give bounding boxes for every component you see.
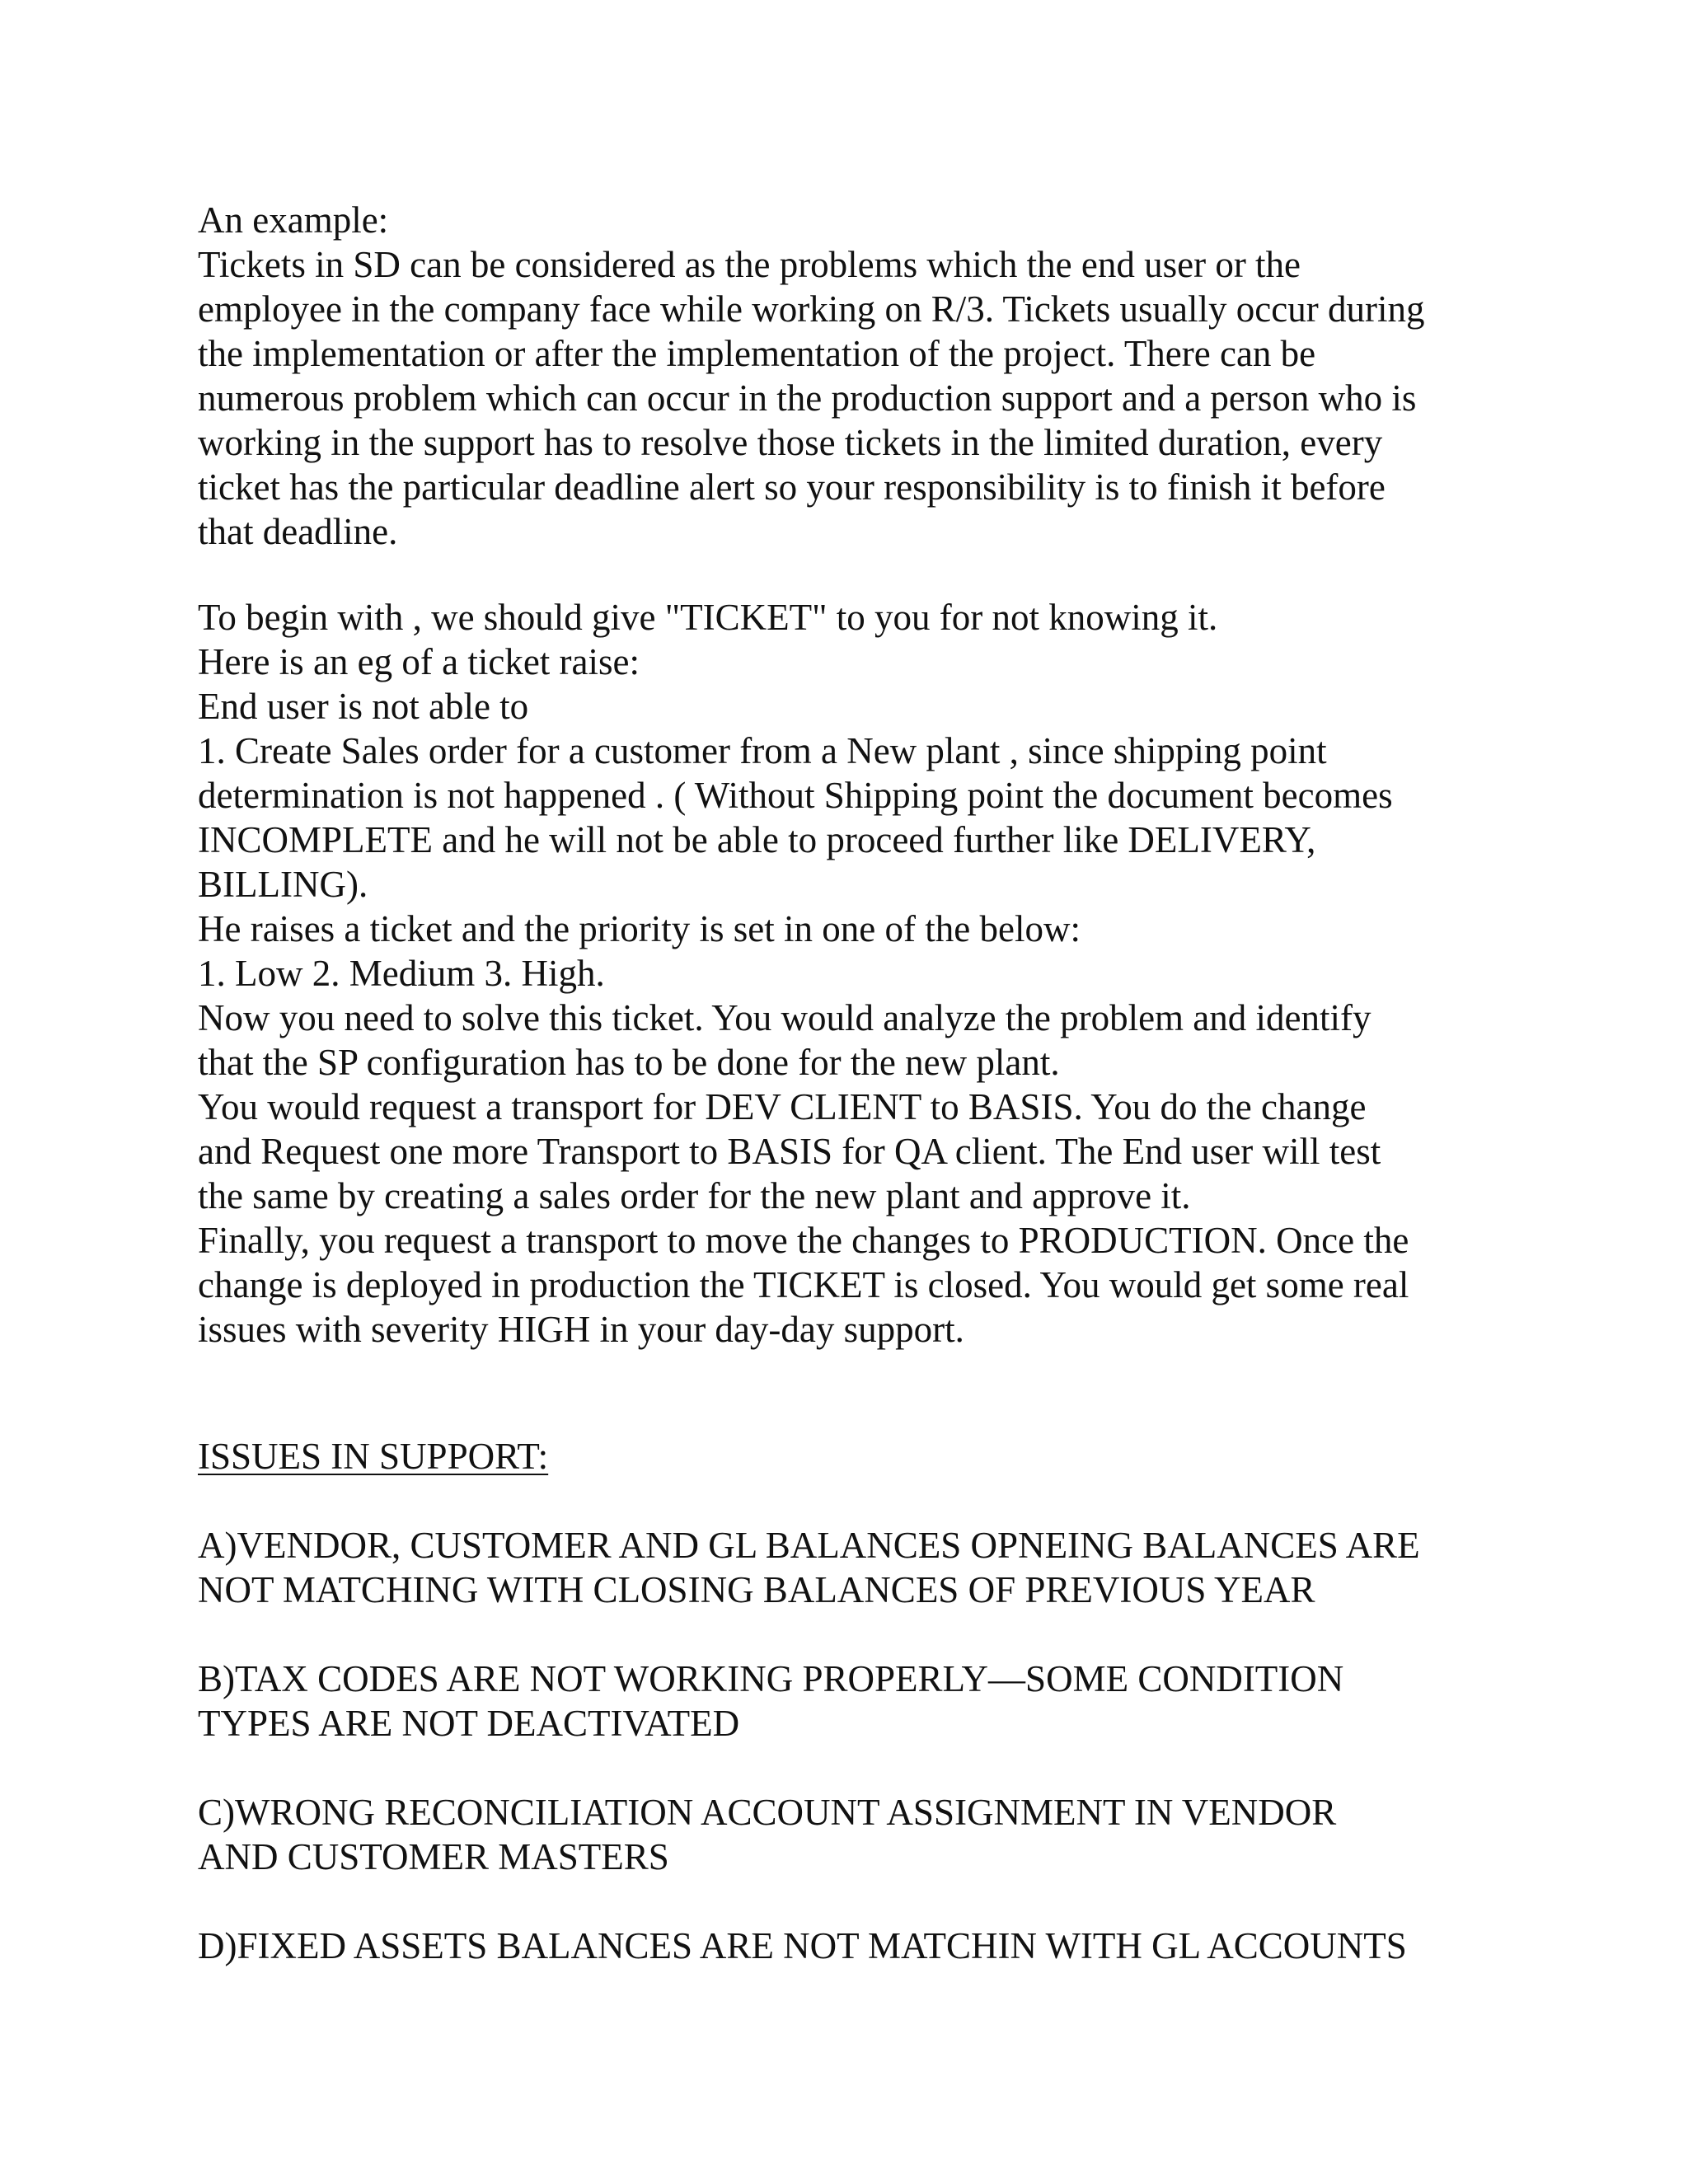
issue-spacer [198, 1612, 1517, 1657]
issues-heading: ISSUES IN SUPPORT: [198, 1436, 549, 1477]
issue-line: B)TAX CODES ARE NOT WORKING PROPERLY—SOME CONDITION [198, 1658, 1344, 1699]
paragraph-line: working in the support has to resolve those tickets in the limited duration, every [198, 422, 1383, 463]
section-spacer [198, 1352, 1517, 1434]
paragraph-line: Now you need to solve this ticket. You would analyze the problem and identify [198, 997, 1372, 1038]
issue-line: D)FIXED ASSETS BALANCES ARE NOT MATCHIN WITH GL ACCOUNTS [198, 1925, 1407, 1966]
issue-item-c [198, 1790, 1517, 1879]
paragraph-line: the implementation or after the implementation of the project. There can be [198, 333, 1316, 374]
paragraph-line: Tickets in SD can be considered as the problems which the end user or the [198, 244, 1301, 285]
paragraph-line: that deadline. [198, 511, 398, 552]
paragraph-line: the same by creating a sales order for the new plant and approve it. [198, 1175, 1191, 1216]
issue-line: AND CUSTOMER MASTERS [198, 1836, 669, 1877]
issue-line: A)VENDOR, CUSTOMER AND GL BALANCES OPNEING BALANCES ARE [198, 1525, 1420, 1566]
paragraph-line: employee in the company face while working on R/3. Tickets usually occur during [198, 288, 1425, 330]
paragraph-line: He raises a ticket and the priority is set in one of the below: [198, 908, 1081, 949]
paragraph-line: and Request one more Transport to BASIS for QA client. The End user will test [198, 1131, 1381, 1172]
paragraph-line: 1. Create Sales order for a customer from a New plant , since shipping point [198, 730, 1327, 771]
intro-heading: An example: [198, 199, 389, 241]
intro-paragraph [198, 242, 1517, 554]
paragraph-line: To begin with , we should give "TICKET" to you for not knowing it. [198, 597, 1218, 638]
document-page [198, 198, 1517, 1968]
issue-spacer [198, 1746, 1517, 1790]
issue-line: TYPES ARE NOT DEACTIVATED [198, 1703, 740, 1744]
issue-item-d [198, 1924, 1517, 1968]
paragraph-line: End user is not able to [198, 686, 529, 727]
issue-item-a [198, 1523, 1517, 1612]
issue-item-b [198, 1657, 1517, 1746]
ticket-example-paragraph [198, 595, 1517, 1352]
section-spacer [198, 1479, 1517, 1523]
paragraph-line: Here is an eg of a ticket raise: [198, 641, 640, 682]
paragraph-line: You would request a transport for DEV CLIENT to BASIS. You do the change [198, 1086, 1367, 1127]
paragraph-line: ticket has the particular deadline alert so your responsibility is to finish it before [198, 466, 1386, 508]
paragraph-line: Finally, you request a transport to move the changes to PRODUCTION. Once the [198, 1220, 1409, 1261]
issue-spacer [198, 1879, 1517, 1924]
paragraph-line: BILLING). [198, 864, 368, 905]
paragraph-line: 1. Low 2. Medium 3. High. [198, 953, 605, 994]
paragraph-line: numerous problem which can occur in the production support and a person who is [198, 377, 1417, 419]
paragraph-line: issues with severity HIGH in your day-day support. [198, 1309, 964, 1350]
issue-line: C)WRONG RECONCILIATION ACCOUNT ASSIGNMENT IN VENDOR [198, 1792, 1337, 1833]
issue-line: NOT MATCHING WITH CLOSING BALANCES OF PREVIOUS YEAR [198, 1569, 1315, 1610]
paragraph-line: INCOMPLETE and he will not be able to proceed further like DELIVERY, [198, 819, 1316, 860]
paragraph-line: that the SP configuration has to be done for the new plant. [198, 1042, 1060, 1083]
paragraph-line: change is deployed in production the TICKET is closed. You would get some real [198, 1264, 1409, 1305]
paragraph-line: determination is not happened . ( Without Shipping point the document becomes [198, 775, 1393, 816]
paragraph-spacer [198, 554, 1517, 595]
